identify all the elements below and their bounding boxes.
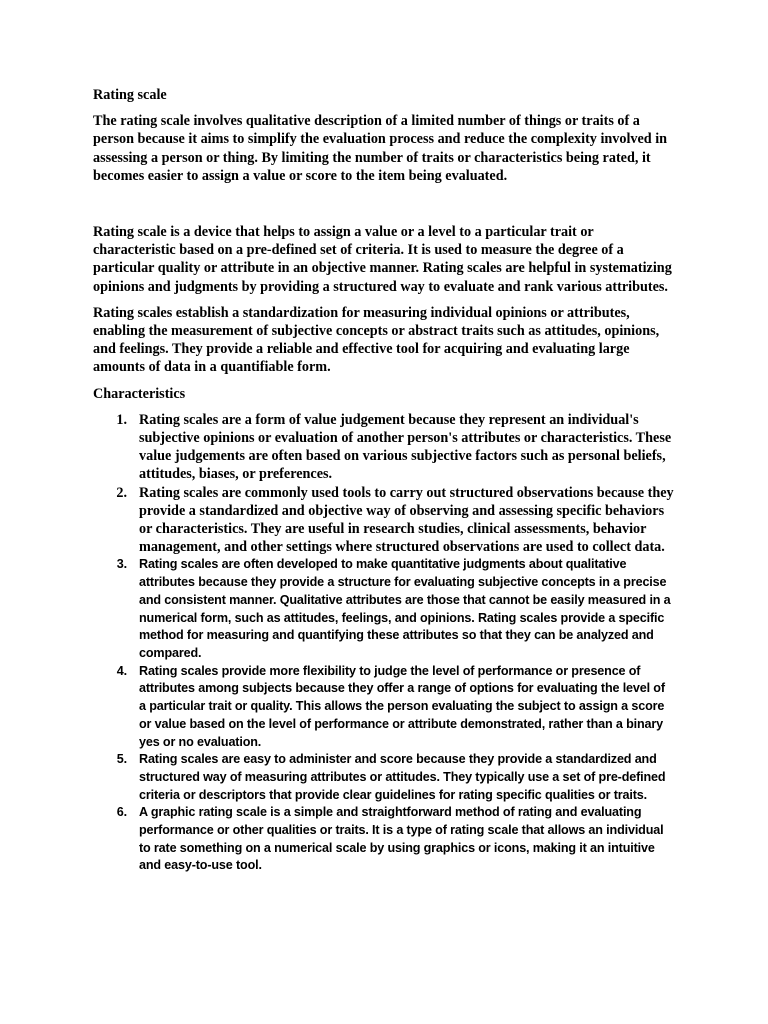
characteristics-list — [93, 411, 675, 875]
list-item-number: 2. — [116, 484, 127, 501]
document-title: Rating scale — [93, 87, 167, 103]
list-item-text: Rating scales provide more flexibility to judge the level of performance or presence of attributes among subjects because they offer a range of options for evaluating the level of a particular trait or quality. This allows the person evaluating the subject to assign a score or value based on the level of performance or attribute demonstrated, rather than a binary yes or no evaluation. — [139, 663, 665, 749]
list-item — [93, 484, 675, 557]
list-item — [93, 751, 675, 804]
list-item — [93, 663, 675, 752]
list-item — [93, 804, 675, 875]
list-item — [93, 556, 675, 662]
list-item-number: 6. — [116, 805, 127, 820]
list-item-text: Rating scales are commonly used tools to carry out structured observations because they provide a standardized and objective way of observing and assessing specific behaviors or characteristics. They are useful in research studies, clinical assessments, behavior management, and other settings where structured observations are used to collect data. — [139, 484, 674, 556]
list-item-number: 4. — [116, 663, 127, 678]
list-item-text: A graphic rating scale is a simple and straightforward method of rating and evaluating performance or other qualities or traits. It is a type of rating scale that allows an individual to rate something on a numerical scale by using graphics or icons, making it an intuitive and easy-to-use tool. — [139, 805, 664, 873]
standardization-paragraph: Rating scales establish a standardization for measuring individual opinions or attributes, enabling the measurement of subjective concepts or abstract traits such as attitudes, opinions, and feelings. They provide a reliable and effective tool for acquiring and evaluating large amounts of data in a quantifiable form. — [93, 304, 660, 376]
list-item-text: Rating scales are a form of value judgement because they represent an individual's subjective opinions or evaluation of another person's attributes or characteristics. These value judgements are often based on various subjective factors such as personal beliefs, attitudes, biases, or preferences. — [139, 411, 672, 483]
list-item-number: 3. — [116, 557, 127, 572]
list-item-number: 1. — [116, 411, 127, 428]
paragraph-spacer — [93, 193, 675, 223]
list-item-number: 5. — [116, 752, 127, 767]
document-page — [93, 86, 675, 875]
list-item-text: Rating scales are easy to administer and score because they provide a standardized and structured way of measuring attributes or attitudes. They typically use a set of pre-defined criteria or descriptors that provide clear guidelines for rating specific qualities or traits. — [139, 752, 666, 802]
intro-paragraph: The rating scale involves qualitative description of a limited number of things or traits of a person because it aims to simplify the evaluation process and reduce the complexity involved in assessing a person or thing. By limiting the number of traits or characteristics being rated, it becomes easier to assign a value or score to the item being evaluated. — [93, 113, 668, 184]
list-item — [93, 411, 675, 484]
list-item-text: Rating scales are often developed to make quantitative judgments about qualitative attributes because they provide a structure for evaluating subjective concepts in a precise and consistent manner. Qualitative attributes are those that cannot be easily measured in a numerical form, such as attitudes, feelings, and opinions. Rating scales provide a specific method for measuring and quantifying these attributes so that they can be analyzed and compared. — [139, 557, 671, 660]
characteristics-heading: Characteristics — [93, 385, 186, 402]
definition-paragraph: Rating scale is a device that helps to assign a value or a level to a particular trait or characteristic based on a pre-defined set of criteria. It is used to measure the degree of a particular quality or attribute in an objective manner. Rating scales are helpful in systematizing opinions and judgments by providing a structured way to evaluate and rank various attributes. — [93, 224, 672, 295]
